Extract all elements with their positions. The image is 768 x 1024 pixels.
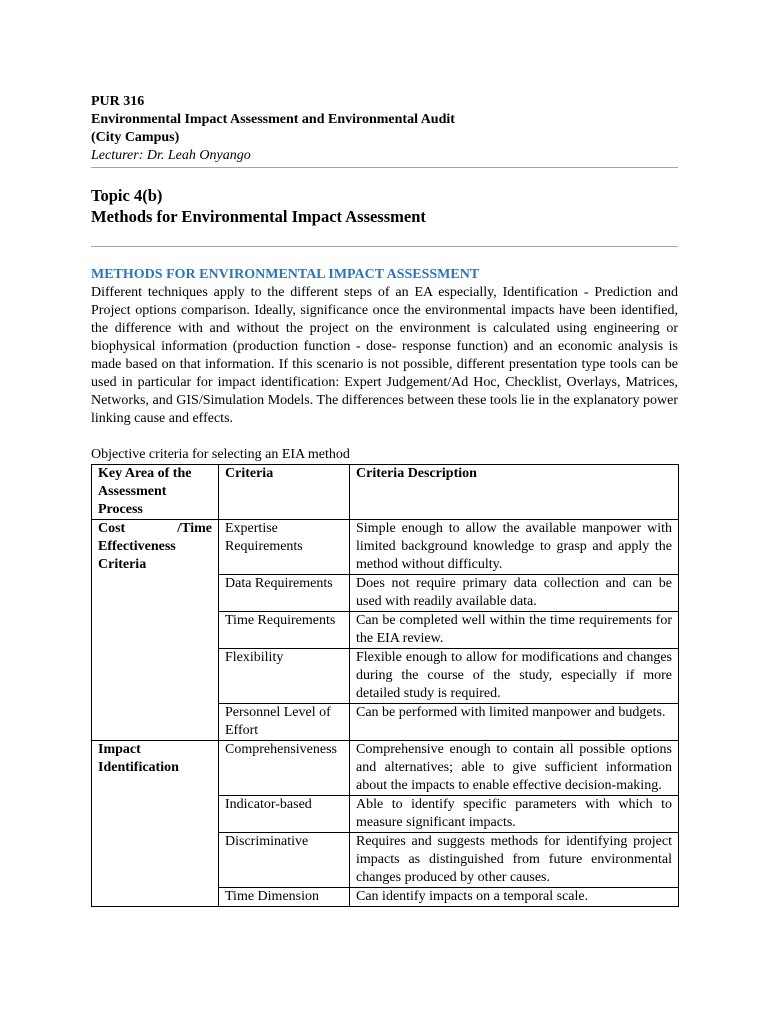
table-row bbox=[92, 741, 679, 796]
course-title: Environmental Impact Assessment and Environmental Audit bbox=[91, 112, 455, 127]
criteria-description-cell: Can be performed with limited manpower and budgets. bbox=[350, 704, 679, 741]
key-area-cell: Impact Identification bbox=[92, 741, 219, 907]
criteria-cell: Time Requirements bbox=[219, 612, 350, 649]
table-header-row bbox=[92, 465, 679, 520]
course-code: PUR 316 bbox=[91, 94, 145, 109]
criteria-table bbox=[91, 464, 679, 907]
topic-divider bbox=[91, 246, 678, 247]
section-heading: METHODS FOR ENVIRONMENTAL IMPACT ASSESSMENT bbox=[91, 267, 480, 282]
key-area-cell: Cost /Time Effectiveness Criteria bbox=[92, 520, 219, 741]
topic-number: Topic 4(b) bbox=[91, 186, 163, 205]
header-criteria-description: Criteria Description bbox=[350, 465, 679, 520]
criteria-description-cell: Requires and suggests methods for identifying project impacts as distinguished from future environmental changes produced by other causes. bbox=[350, 833, 679, 888]
criteria-cell: Flexibility bbox=[219, 649, 350, 704]
criteria-description-cell: Simple enough to allow the available manpower with limited background knowledge to grasp and apply the method without difficulty. bbox=[350, 520, 679, 575]
criteria-description-cell: Comprehensive enough to contain all possible options and alternatives; able to give sufficient information about the impacts to enable effective decision-making. bbox=[350, 741, 679, 796]
header-criteria: Criteria bbox=[219, 465, 350, 520]
criteria-cell: Expertise Requirements bbox=[219, 520, 350, 575]
criteria-cell: Comprehensiveness bbox=[219, 741, 350, 796]
document-page bbox=[91, 93, 678, 907]
table-row bbox=[92, 520, 679, 575]
table-caption: Objective criteria for selecting an EIA method bbox=[91, 447, 350, 462]
section-paragraph: Different techniques apply to the different steps of an EA especially, Identification - Prediction and Project options comparison. Ideally, significance once the environmental impacts have been identified, the difference with and without the project on the environment is calculated using engineering or biophysical information (production function - dose- response function) and an economic analysis is made based on that information. If this scenario is not possible, different presentation type tools can be used in particular for impact identification: Expert Judgement/Ad Hoc, Checklist, Overlays, Matrices, Networks, and GIS/Simulation Models. The differences between these tools lie in the explanatory power linking cause and effects. bbox=[91, 285, 678, 426]
criteria-cell: Data Requirements bbox=[219, 575, 350, 612]
criteria-cell: Time Dimension bbox=[219, 888, 350, 907]
criteria-cell: Personnel Level of Effort bbox=[219, 704, 350, 741]
criteria-description-cell: Does not require primary data collection and can be used with readily available data. bbox=[350, 575, 679, 612]
criteria-cell: Discriminative bbox=[219, 833, 350, 888]
header-divider bbox=[91, 167, 678, 168]
topic-title: Methods for Environmental Impact Assessment bbox=[91, 207, 426, 226]
criteria-description-cell: Flexible enough to allow for modifications and changes during the course of the study, especially if more detailed study is required. bbox=[350, 649, 679, 704]
criteria-description-cell: Can be completed well within the time requirements for the EIA review. bbox=[350, 612, 679, 649]
campus-label: (City Campus) bbox=[91, 130, 180, 145]
header-key-area: Key Area of the Assessment Process bbox=[92, 465, 219, 520]
lecturer-name: Lecturer: Dr. Leah Onyango bbox=[91, 148, 251, 163]
criteria-cell: Indicator-based bbox=[219, 796, 350, 833]
criteria-description-cell: Able to identify specific parameters with which to measure significant impacts. bbox=[350, 796, 679, 833]
criteria-description-cell: Can identify impacts on a temporal scale. bbox=[350, 888, 679, 907]
